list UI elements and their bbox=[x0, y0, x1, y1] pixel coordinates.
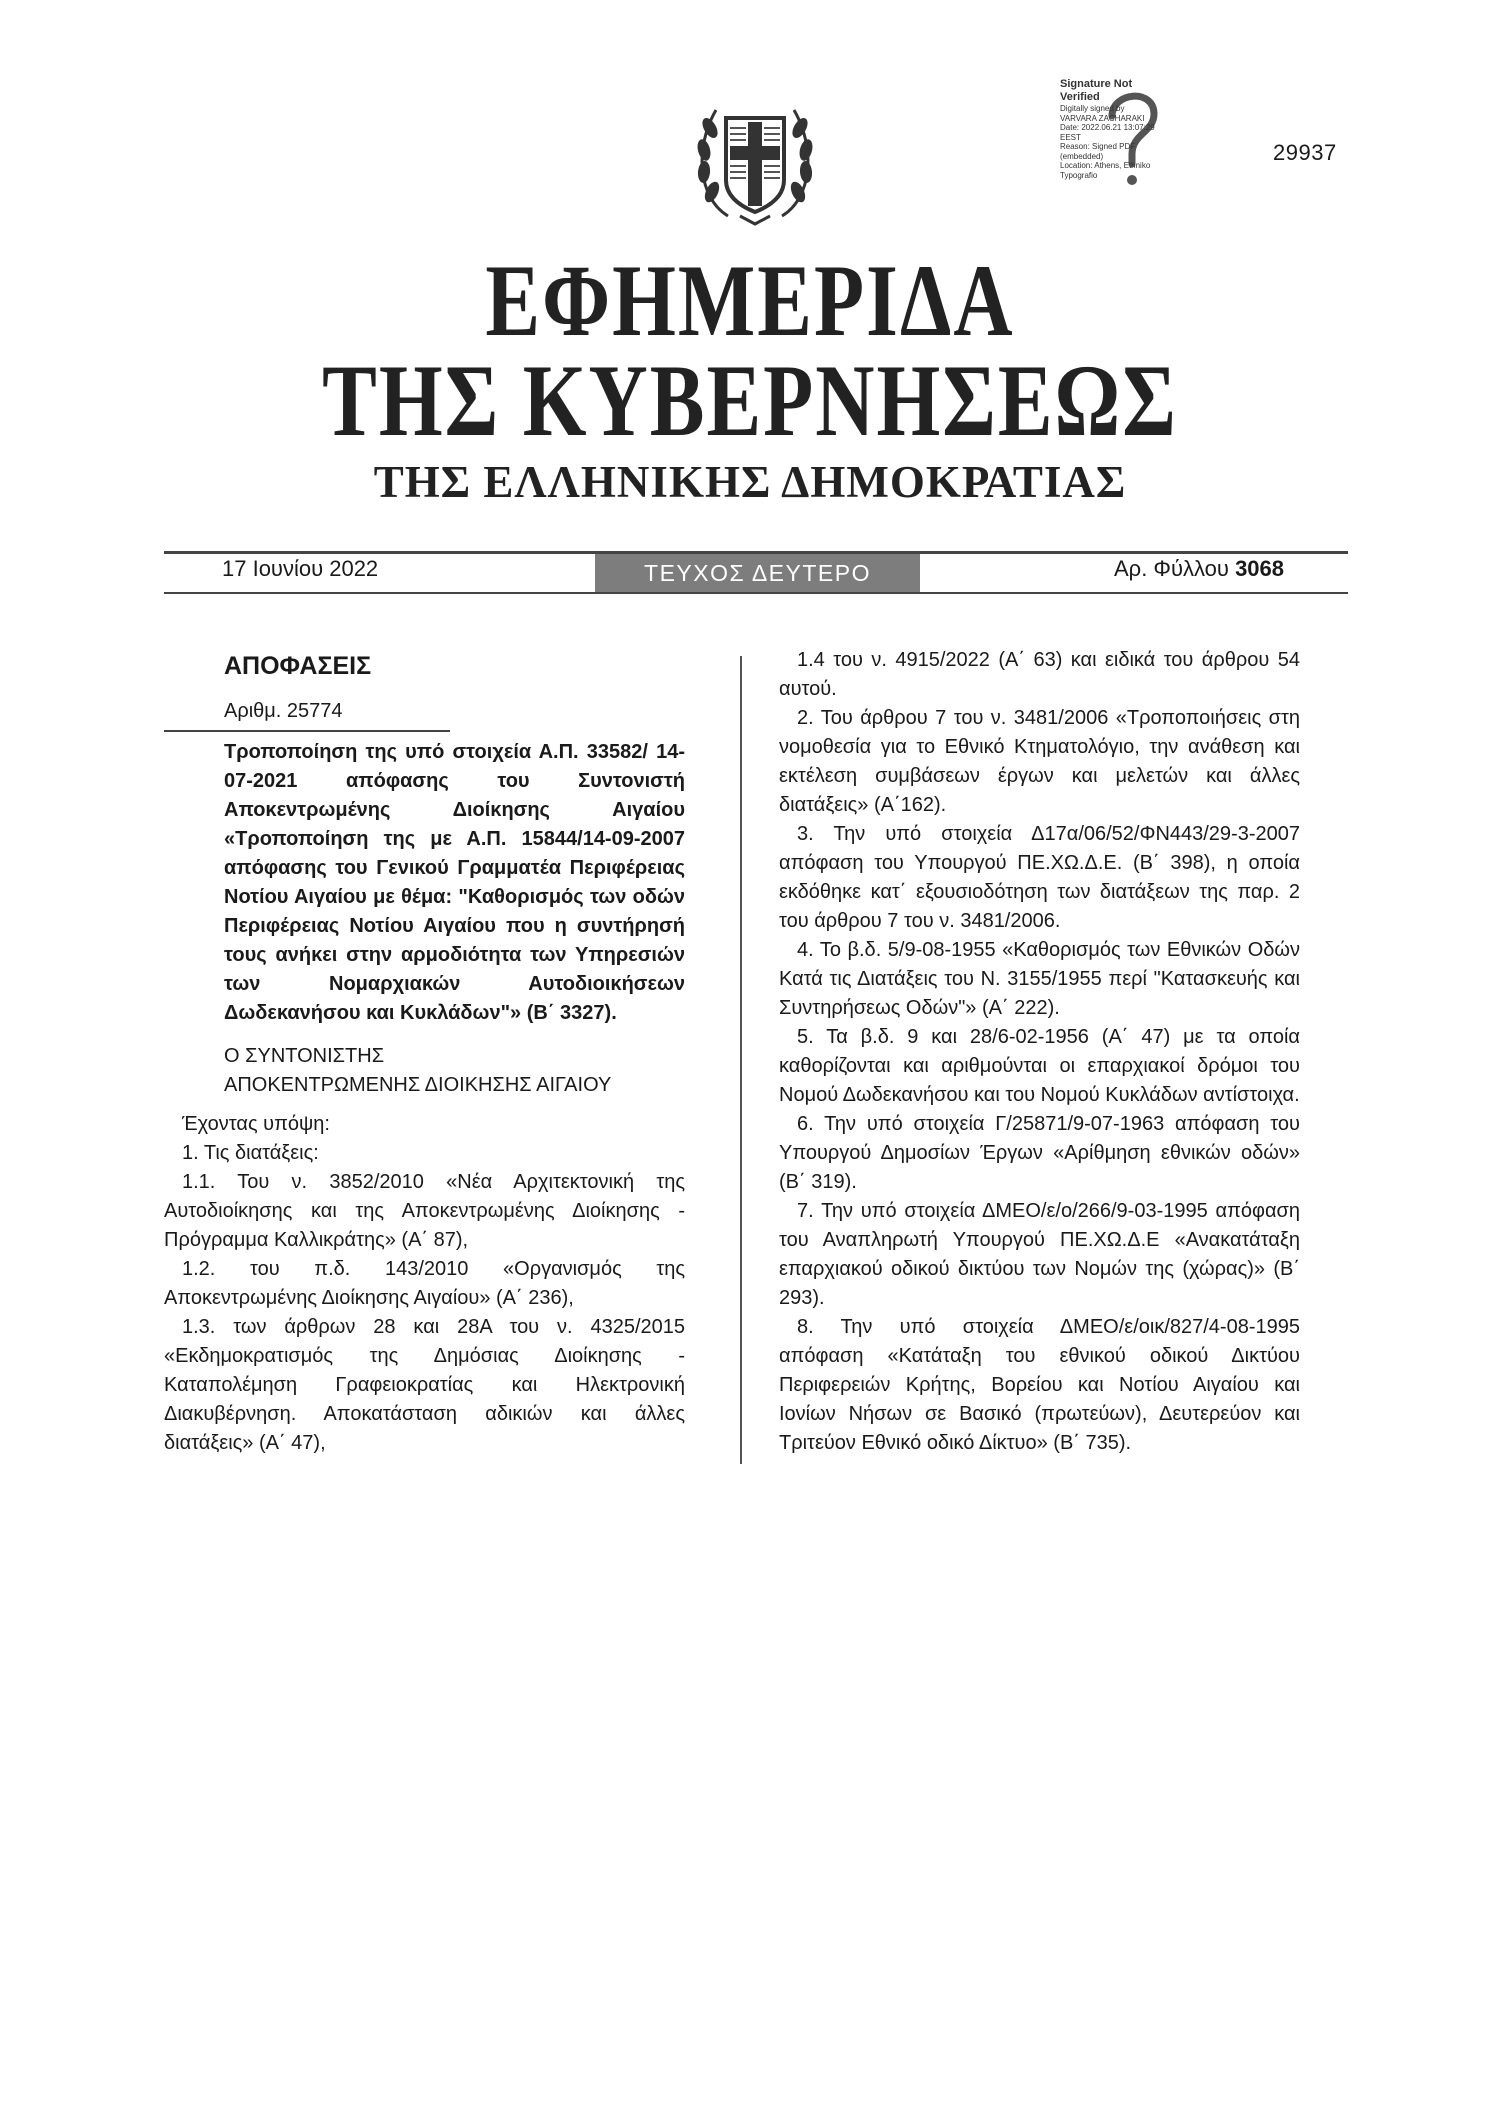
paragraph: 5. Τα β.δ. 9 και 28/6-02-1956 (Α΄ 47) με τα οποία καθορίζονται και αριθμούνται οι επαρχιακοί δρόμοι του Νομού Δωδεκανήσου και του Νομού Κυκλάδων αντίστοιχα. bbox=[779, 1026, 1300, 1106]
paragraph: 7. Την υπό στοιχεία ΔΜΕΟ/ε/ο/266/9-03-1995 απόφαση του Αναπληρωτή Υπουργού ΠΕ.ΧΩ.Δ.Ε «Ανακατάταξη επαρχιακού οδικού δικτύου των Νομών της (χώρας)» (Β΄ 293). bbox=[779, 1200, 1300, 1309]
paragraph: 4. Το β.δ. 5/9-08-1955 «Καθορισμός των Εθνικών Οδών Κατά τις Διατάξεις του Ν. 3155/1955 περί "Κατασκευής και Συντηρήσεως Οδών"» (Α΄ 222). bbox=[779, 939, 1300, 1019]
paragraph: 1.1. Του ν. 3852/2010 «Νέα Αρχιτεκτονική της Αυτοδιοίκησης και της Αποκεντρωμένης Διοίκησης - Πρόγραμμα Καλλικράτης» (Α΄ 87), bbox=[164, 1171, 685, 1251]
decision-title: Τροποποίηση της υπό στοιχεία Α.Π. 33582/ 14-07-2021 απόφασης του Συντονιστή Αποκεντρωμένης Διοίκησης Αιγαίου «Τροποποίηση της με Α.Π. 15844/14-09-2007 απόφασης του Γενικού Γραμματέα Περιφέρειας Νοτίου Αιγαίου με θέμα: "Καθορισμός των οδών Περιφέρειας Νοτίου Αιγαίου που η συντήρησή τους ανήκει στην αρμοδιότητα των Υπηρεσιών των Νομαρχιακών Αυτοδιοικήσεων Δωδεκανήσου και Κυκλάδων"» (Β΄ 3327). bbox=[224, 741, 685, 1024]
decision-number: Αριθμ. 25774 bbox=[224, 700, 343, 722]
gazette-title-line1: ΕΦΗΜΕΡΙΔΑ bbox=[485, 243, 1015, 358]
digital-signature-block bbox=[1060, 78, 1210, 198]
right-column bbox=[779, 646, 1300, 1458]
signature-line: EEST bbox=[1060, 132, 1081, 142]
signature-line: Verified bbox=[1060, 91, 1100, 103]
issue-bar-bottom-rule bbox=[164, 592, 1348, 594]
signature-line: Signature Not bbox=[1060, 78, 1133, 90]
paragraph: 3. Την υπό στοιχεία Δ17α/06/52/ΦΝ443/29-3-2007 απόφαση του Υπουργού ΠΕ.ΧΩ.Δ.Ε. (Β΄ 398), η οποία εκδόθηκε κατ΄ εξουσιοδότηση των διατάξεων της παρ. 2 του άρθρου 7 του ν. 3481/2006. bbox=[779, 823, 1300, 932]
paragraph: 1.3. των άρθρων 28 και 28Α του ν. 4325/2015 «Εκδημοκρατισμός της Δημόσιας Διοίκησης - Καταπολέμηση Γραφειοκρατίας και Ηλεκτρονική Διακυβέρνηση. Αποκατάσταση αδικιών και άλλες διατάξεις» (Α΄ 47), bbox=[164, 1316, 685, 1454]
paragraph: 8. Την υπό στοιχεία ΔΜΕΟ/ε/οικ/827/4-08-1995 απόφαση «Κατάταξη του εθνικού οδικού Δικτύου Περιφερειών Κρήτης, Βορείου και Νοτίου Αιγαίου και Ιονίων Νήσων σε Βασικό (πρωτεύων), Δευτερεύον και Τριτεύον Εθνικό οδικό Δίκτυο» (Β΄ 735). bbox=[779, 1316, 1300, 1454]
page-number: 29937 bbox=[1273, 140, 1337, 165]
paragraph: Έχοντας υπόψη: bbox=[182, 1113, 330, 1135]
sheet-label: Αρ. Φύλλου bbox=[1114, 556, 1229, 581]
sheet-number-value: 3068 bbox=[1235, 556, 1285, 581]
paragraph: 6. Την υπό στοιχεία Γ/25871/9-07-1963 απόφαση του Υπουργού Δημοσίων Έργων «Αρίθμηση εθνικών οδών» (Β΄ 319). bbox=[779, 1113, 1300, 1193]
gazette-subtitle: ΤΗΣ ΕΛΛΗΝΙΚΗΣ ΔΗΜΟΚΡΑΤΙΑΣ bbox=[373, 457, 1127, 507]
signature-line: Reason: Signed PDF bbox=[1060, 142, 1136, 151]
sheet-number bbox=[1114, 556, 1284, 582]
decision-number-rule bbox=[164, 730, 450, 732]
gazette-title-line2: ΤΗΣ ΚΥΒΕΡΝΗΣΕΩΣ bbox=[322, 343, 1178, 458]
left-column bbox=[164, 646, 685, 1458]
signature-line: Typografio bbox=[1060, 170, 1098, 180]
authority-line: ΑΠΟΚΕΝΤΡΩΜΕΝΗΣ ΔΙΟΙΚΗΣΗΣ ΑΙΓΑΙΟΥ bbox=[224, 1074, 612, 1096]
paragraph: 1.2. του π.δ. 143/2010 «Οργανισμός της Αποκεντρωμένης Διοίκησης Αιγαίου» (Α΄ 236), bbox=[164, 1258, 685, 1309]
paragraph: 1. Τις διατάξεις: bbox=[182, 1142, 319, 1164]
issue-date: 17 Ιουνίου 2022 bbox=[222, 556, 379, 581]
paragraph: 2. Του άρθρου 7 του ν. 3481/2006 «Τροποποιήσεις στη νομοθεσία για το Εθνικό Κτηματολόγιο, την ανάθεση και εκτέλεση συμβάσεων έργων και μελετών και άλλες διατάξεις» (Α΄162). bbox=[779, 707, 1300, 816]
signature-line: Date: 2022.06.21 13:07:29 bbox=[1060, 123, 1155, 132]
issuing-authority bbox=[224, 1042, 685, 1100]
signature-line: Location: Athens, Ethniko bbox=[1060, 161, 1151, 170]
column-divider bbox=[740, 656, 742, 1464]
authority-line: Ο ΣΥΝΤΟΝΙΣΤΗΣ bbox=[224, 1045, 385, 1067]
coat-of-arms-icon bbox=[688, 88, 822, 228]
signature-line: VARVARA ZACHARAKI bbox=[1060, 113, 1145, 123]
signature-line: Digitally signed by bbox=[1060, 104, 1125, 113]
signature-line: (embedded) bbox=[1060, 151, 1104, 161]
paragraph: 1.4 του ν. 4915/2022 (Α΄ 63) και ειδικά του άρθρου 54 αυτού. bbox=[779, 649, 1300, 700]
section-heading: ΑΠΟΦΑΣΕΙΣ bbox=[224, 652, 372, 680]
issue-series: ΤΕΥΧΟΣ ΔΕΥΤΕΡΟ bbox=[595, 554, 920, 592]
